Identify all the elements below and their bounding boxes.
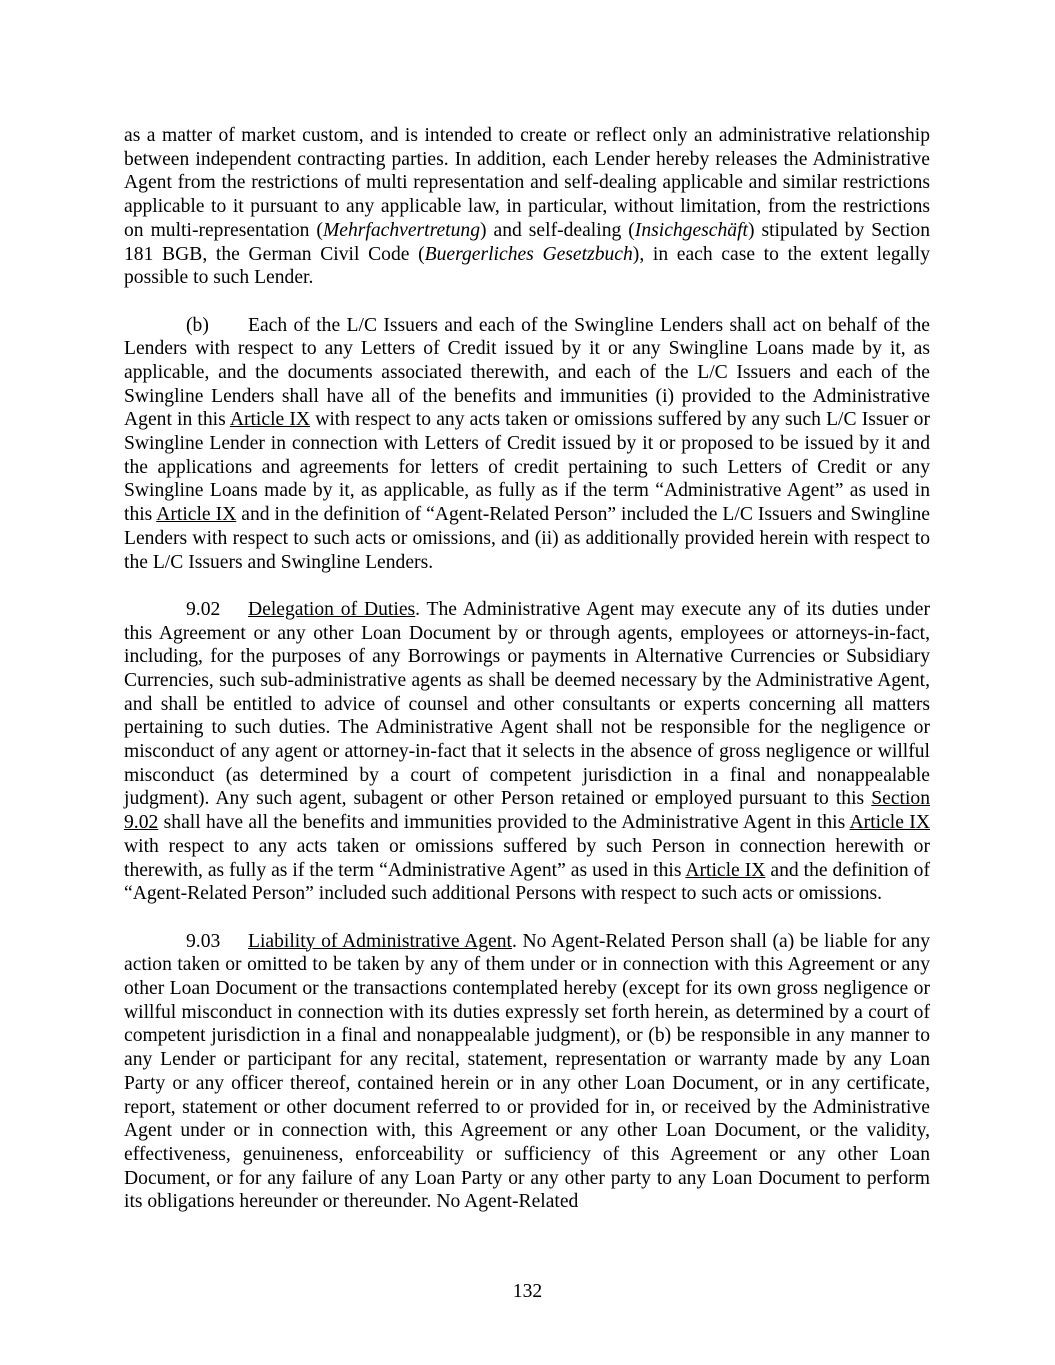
section-9-02 <box>124 598 930 906</box>
text-run: and the definition of “Agent-Related Person” included such additional Persons with respect to such acts or omissions. <box>124 859 931 905</box>
cross-reference: Article IX <box>156 504 237 526</box>
cross-reference: Article IX <box>229 409 311 431</box>
text-run: . No Agent-Related Person shall (a) be liable for any action taken or omitted to be taken by any of them under or in connection with this Agreement or any other Loan Document or the transactions contemplated hereby (except for its own gross negligence or willful misconduct in connection with its duties expressly set forth herein, as determined by a court of competent jurisdiction in a final and nonappealable judgment), or (b) be responsible in any manner to any Lender or participant for any recital, statement, representation or warranty made by any Loan Party or any officer thereof, contained herein or in any other Loan Document, or in any certificate, report, statement or other document referred to or provided for in, or received by the Administrative Agent under or in connection with, this Agreement or any other Loan Document, or the validity, effectiveness, genuineness, enforceability or sufficiency of this Agreement or any other Loan Document, or for any failure of any Loan Party or any other party to any Loan Document to perform its obligations hereunder or thereunder. No Agent-Related <box>124 930 930 1213</box>
text-run: . The Administrative Agent may execute any of its duties under this Agreement or any other Loan Document by or through agents, employees or attorneys-in-fact, including, for the purposes of any Borrowings or payments in Alternative Currencies or Subsidiary Currencies, such sub-administrative agents as shall be deemed necessary by the Administrative Agent, and shall be entitled to advice of counsel and other consultants or experts concerning all matters pertaining to such duties. The Administrative Agent shall not be responsible for the negligence or misconduct of any agent or attorney-in-fact that it selects in the absence of gross negligence or willful misconduct (as determined by a court of competent jurisdiction in a final and nonappealable judgment). Any such agent, subagent or other Person retained or employed pursuant to this <box>124 598 930 810</box>
section-number: 9.02 <box>186 598 221 620</box>
text-run: ) and self-dealing ( <box>480 219 635 241</box>
text-run: and in the definition of “Agent-Related Person” included the L/C Issuers and Swingline Lenders with respect to such acts or omissions, and (ii) as additionally provided herein with respect to the L/C Issuers and Swingline Lenders. <box>124 504 930 573</box>
section-9-03 <box>124 930 930 1214</box>
document-page <box>124 124 930 1238</box>
paragraph-continuation <box>124 124 930 290</box>
text-run: with respect to any acts taken or omissions suffered by any such L/C Issuer or Swingline Lender in connection with Letters of Credit issued by it or proposed to be issued by it and the applications and agreements for letters of credit pertaining to such Letters of Credit or any Swingline Loans made by it, as applicable, as fully as if the term “Administrative Agent” as used in this <box>124 409 930 526</box>
italic-term: Insichgeschäft <box>634 219 748 241</box>
cross-reference: Article IX <box>849 812 930 834</box>
text-run: ), in each case to the extent legally possible to such Lender. <box>124 243 931 289</box>
italic-term: Buergerliches Gesetzbuch <box>424 243 633 265</box>
text-run: shall have all the benefits and immunities provided to the Administrative Agent in this <box>158 812 850 834</box>
cross-reference: Article IX <box>685 859 766 881</box>
subsection-label: (b) <box>186 314 209 336</box>
italic-term: Mehrfachvertretung <box>322 219 481 241</box>
section-heading: Liability of Administrative Agent <box>248 930 512 952</box>
paragraph-b <box>124 314 930 575</box>
text-run: with respect to any acts taken or omissions suffered by such Person in connection herewith or therewith, as fully as if the term “Administrative Agent” as used in this <box>124 835 930 881</box>
section-heading: Delegation of Duties <box>248 598 416 620</box>
section-number: 9.03 <box>186 930 221 952</box>
cross-reference: Section 9.02 <box>124 788 930 834</box>
text-run: Each of the L/C Issuers and each of the Swingline Lenders shall act on behalf of the Lenders with respect to any Letters of Credit issued by it or any Swingline Loans made by it, as applicable, and the documents associated therewith, and each of the L/C Issuers and each of the Swingline Lenders shall have all of the benefits and immunities (i) provided to the Administrative Agent in this <box>124 314 930 431</box>
page-number: 132 <box>512 1281 543 1302</box>
text-run: as a matter of market custom, and is intended to create or reflect only an administrative relationship between independent contracting parties. In addition, each Lender hereby releases the Administrative Agent from the restrictions of multi representation and self-dealing applicable and similar restrictions applicable to it pursuant to any applicable law, in particular, without limitation, from the restrictions on multi-representation ( <box>124 125 930 241</box>
text-run: ) stipulated by Section 181 BGB, the German Civil Code ( <box>124 219 930 265</box>
